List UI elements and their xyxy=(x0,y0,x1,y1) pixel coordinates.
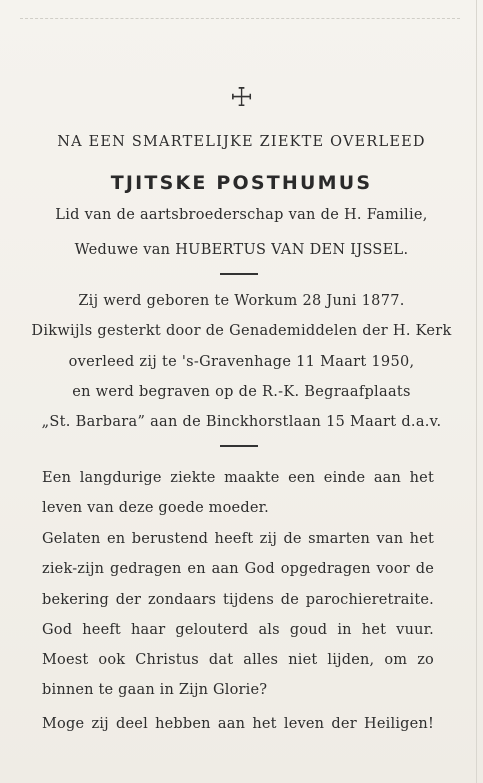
text-line: leven van deze goede moeder. xyxy=(42,500,269,516)
top-border-rule xyxy=(20,18,460,19)
bio-line: en werd begraven op de R.-K. Begraafplaats xyxy=(72,384,411,400)
text-line: ziek-zijn gedragen en aan God opgedragen voor de xyxy=(42,561,434,577)
bio-line: overleed zij te 's-Gravenhage 11 Maart 1950, xyxy=(68,354,415,370)
text-line: God heeft haar gelouterd als goud in het vuur. xyxy=(42,622,434,638)
divider-rule-1 xyxy=(220,273,258,275)
text-line: Een langdurige ziekte maakte een einde aan het xyxy=(42,470,434,486)
subtitle-widow: Weduwe van HUBERTUS VAN DEN IJSSEL. xyxy=(74,242,409,258)
bio-line: Zij werd geboren te Workum 28 Juni 1877. xyxy=(78,293,405,309)
bio-line: „St. Barbara” aan de Binckhorstlaan 15 Maart d.a.v. xyxy=(41,414,442,430)
heading: NA EEN SMARTELIJKE ZIEKTE OVERLEED xyxy=(57,134,426,150)
text-line: Moest ook Christus dat alles niet lijden, om zo xyxy=(42,652,434,668)
text-line: Gelaten en berustend heeft zij de smarten van het xyxy=(42,531,434,547)
text-line: binnen te gaan in Zijn Glorie? xyxy=(42,682,268,698)
deceased-name: TJITSKE POSTHUMUS xyxy=(110,172,373,194)
closing-prayer: Moge zij deel hebben aan het leven der Heiligen! xyxy=(42,716,434,732)
bio-line: Dikwijls gesterkt door de Genademiddelen der H. Kerk xyxy=(31,323,452,339)
cross-icon: ☩ xyxy=(229,83,254,113)
subtitle-membership: Lid van de aartsbroederschap van de H. Familie, xyxy=(55,207,428,223)
text-line: bekering der zondaars tijdens de parochieretraite. xyxy=(42,592,434,608)
divider-rule-2 xyxy=(220,445,258,447)
